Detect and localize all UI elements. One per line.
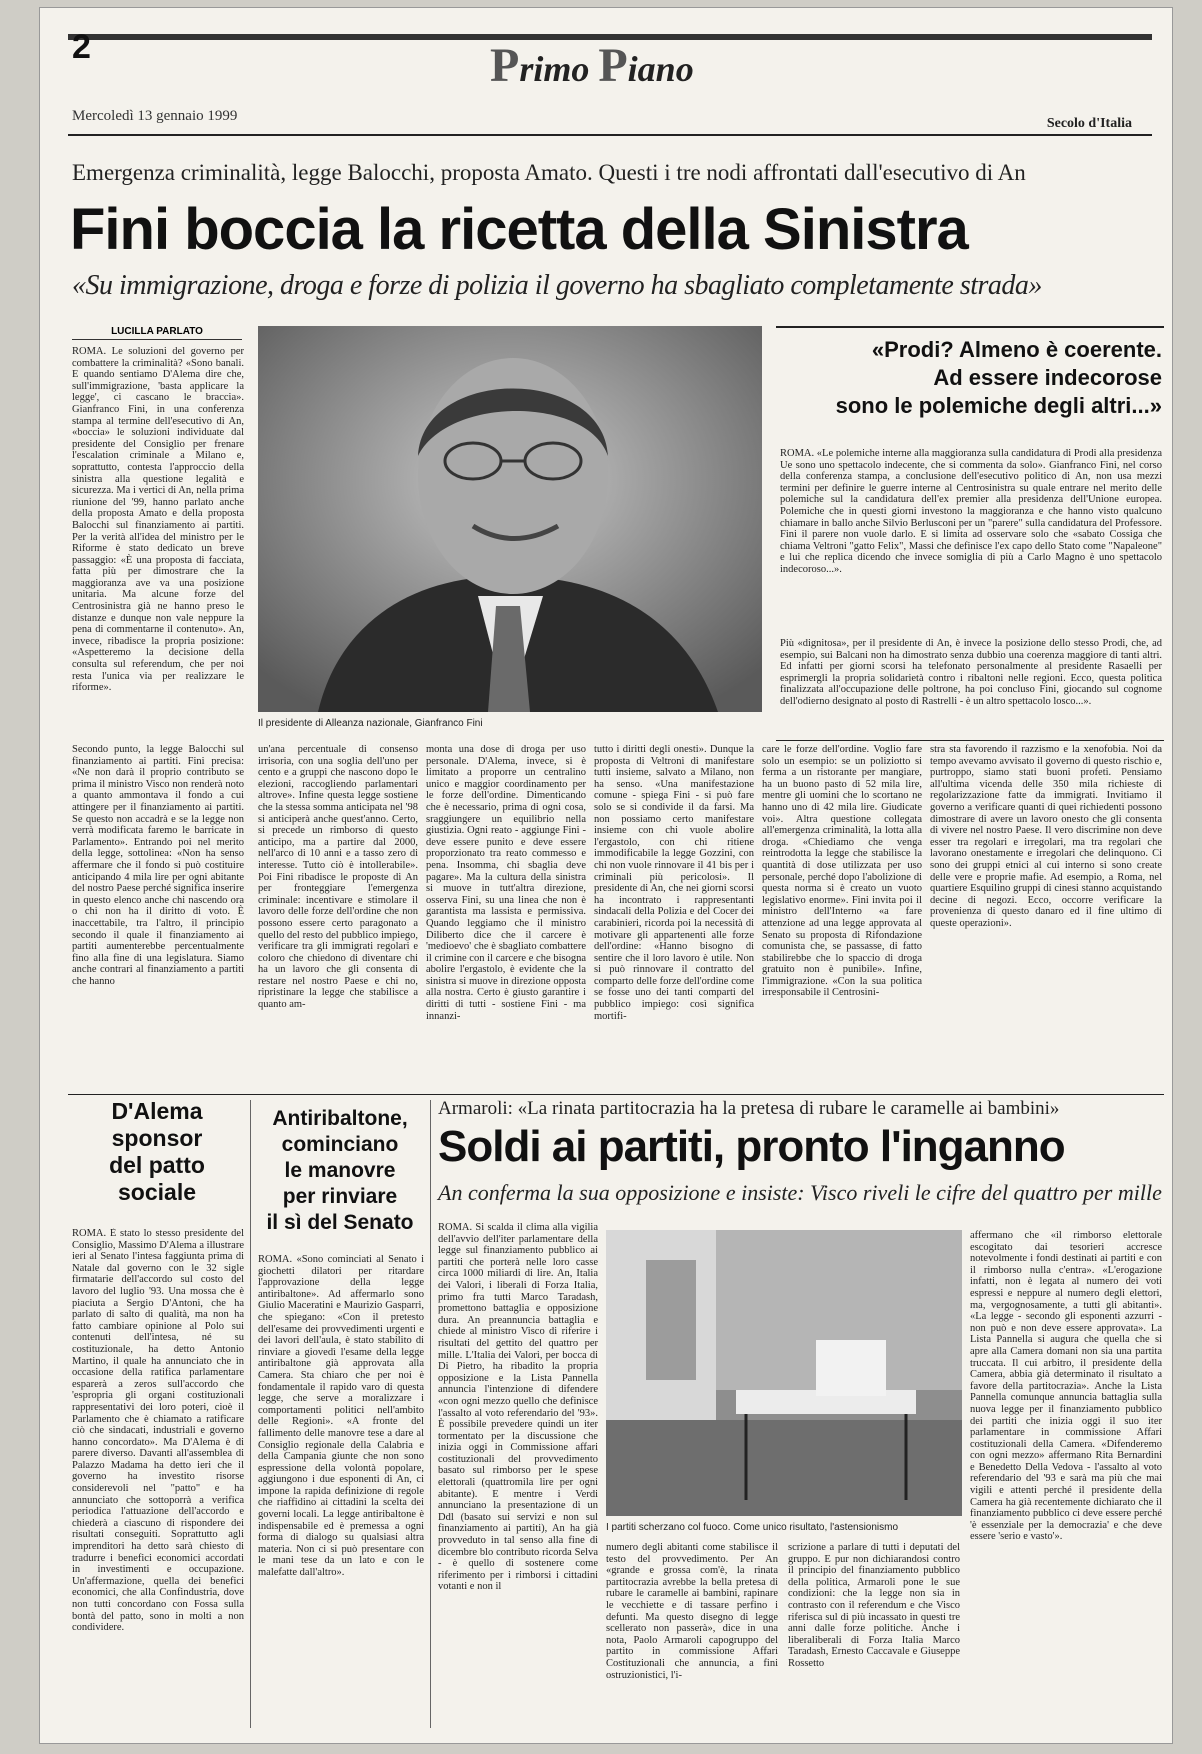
- lead-kicker: Emergenza criminalità, legge Balocchi, proposta Amato. Questi i tre nodi affrontati dall'esecutivo di An: [72, 160, 1026, 185]
- paper-name: Secolo d'Italia: [1046, 116, 1132, 131]
- prodi-box-headline: [780, 336, 1162, 420]
- column-rule-1: [250, 1100, 251, 1728]
- page-number: 2: [72, 28, 91, 66]
- antiribaltone-headline-line-3: le manovre: [284, 1159, 396, 1182]
- antiribaltone-headline-line-4: per rinviare: [282, 1185, 398, 1208]
- dalema-headline-line-1: D'Alema: [111, 1098, 203, 1124]
- lead-headline: Fini boccia la ricetta della Sinistra: [70, 197, 968, 262]
- armaroli-column-2: numero degli abitanti come stabilisce il testo del provvedimento. Per An «grande e grossa com'è, la rinata partitocrazia avrebbe la bella pretesa di rubare le caramelle ai bambini, rapinare le vecchiette e di tassare perfino i defunti. Ma questo disegno di legge scellerato non passerà», dice in una nota, Paolo Armaroli capogruppo del partito in commissione Affari Costituzionali che annuncia, a fini ostruzionistici, l'i-: [606, 1542, 778, 1681]
- polling-station-image: [606, 1230, 962, 1516]
- armaroli-subheadline: An conferma la sua opposizione e insiste: Visco riveli le cifre del quattro per mille: [438, 1180, 1162, 1205]
- antiribaltone-text: ROMA. «Sono cominciati al Senato i giochetti dilatori per ritardare l'approvazione della legge antiribaltone». Ad affermarlo sono Giulio Maceratini e Maurizio Gasparri, che spiegano: «Con il pretesto dell'esame dei provvedimenti urgenti e dei lavori dell'aula, è stato stabilito di rinviare a giovedì l'esame della legge antiribaltone già approvata alla Camera. Sta chiaro che per noi è fondamentale il rapido varo di questa legge, che serve a moralizzare i comportamenti politici nell'ambito delle Regioni». «A fronte del fallimento delle manovre tese a dare al Consiglio regionale della Calabria e della Campania giunte che non sono espressione della volontà popolare, aggiungono i due esponenti di An, ci impone la rapida definizione di regole che riaffidino ai cittadini la scelta dei governi locali. La legge antiribaltone è indispensabile ed è premessa a ogni forma di dialogo su qualsiasi altra materia. Non ci si può presentare con le mani tese da un lato e con le malefatte dall'altro».: [258, 1254, 424, 1579]
- issue-date: Mercoledì 13 gennaio 1999: [72, 108, 238, 124]
- section-divider: [68, 1094, 1164, 1095]
- dalema-headline-line-4: sociale: [118, 1179, 196, 1205]
- fini-photo: [258, 326, 762, 712]
- prodi-box-bottom-rule: [776, 740, 1164, 741]
- armaroli-column-4: affermano che «il rimborso elettorale escogitato dai tesorieri accresce notevolmente i fondi destinati ai partiti e con il rimborso nulla c'entra». «L'erogazione infatti, non è legata al numero dei voti espressi e neppure al numero degli elettori, ma, vergognosamente, a tutti gli abitanti». «La legge - secondo gli esponenti azzurri - non può e non deve essere approvata». La Lista Pannella si augura che quella che si apre alla Camera domani non sia una partita truccata. Il cui arbitro, il presidente della Camera, abbia già determinato il risultato a favore della partitocrazia». Anche la Lista Pannella comunque annuncia battaglia sulla nuova legge per il finanziamento pubblico dei partiti che inizia oggi il suo iter parlamentare in commissione Affari costituzionali della Camera. «Difenderemo con ogni mezzo» affermano Rita Bernardini e Benedetto Della Vedova - l'assalto al voto referendario del '93 e sarà ma più che mai vigili e attenti perché il presidente della Camera ha già recentemente dichiarato che il finanziamento pubblico ci deve essere perché 'è essenziale per la democrazia' e che deve essere 'serio e vasto'».: [970, 1230, 1162, 1543]
- prodi-headline-line-1: «Prodi? Almeno è coerente.: [871, 337, 1162, 362]
- ballot-photo-caption: I partiti scherzano col fuoco. Come unico risultato, l'astensionismo: [606, 1522, 899, 1533]
- portrait-image: [258, 326, 762, 712]
- dalema-headline-line-2: sponsor: [111, 1125, 203, 1151]
- lead-column-1: ROMA. Le soluzioni del governo per combattere la criminalità? «Sono banali. E quando sentiamo D'Alema dire che, sull'immigrazione, 'basta applicare la legge', ci cascano le braccia». Gianfranco Fini, in una conferenza stampa al termine dell'esecutivo di An, «boccia» le soluzioni individuate dal presidente del Consiglio per frenare l'escalation criminale a Milano e, soprattutto, contesta l'approccio della sinistra alla questione legalità e sicurezza. Ma i vertici di An, nella prima riunione del '99, hanno parlato anche della proposta Amato e della proposta Balocchi sul finanziamento ai partiti. Per la verità all'idea del ministro per le Riforme è stato dedicato un breve passaggio: «È una proposta di facciata, fatta più per dimostrare che la maggioranza ave va una posizione unitaria. Ma alcune forze del Centrosinistra già ne hanno preso le distanze e dunque non vale neppure la pena di commentarne il contenuto». An, invece, ribadisce la propria posizione: «Aspetteremo la decisione della consulta sul referendum, che per noi resta l'unica via per realizzare le riforme».: [72, 346, 244, 694]
- prodi-headline-line-3: sono le polemiche degli altri...»: [835, 393, 1162, 418]
- section-title: [490, 38, 694, 93]
- antiribaltone-headline-line-2: cominciano: [281, 1133, 399, 1156]
- armaroli-kicker: Armaroli: «La rinata partitocrazia ha la pretesa di rubare le caramelle ai bambini»: [438, 1098, 1060, 1119]
- antiribaltone-headline-line-5: il sì del Senato: [266, 1211, 414, 1234]
- section-title-word1: rimo: [519, 49, 599, 89]
- dalema-text: ROMA. È stato lo stesso presidente del Consiglio, Massimo D'Alema a illustrare ieri al Senato l'intesa faggiunta prima di Natale dal governo con le 32 sigle firmatarie dell'accordo sul costo del lavoro del luglio '93. Una mossa che è piaciuta a Sergio D'Antoni, che ha parlato di salto di qualità, ma non ha fatto cambiare opinione al Polo sui contenuti dell'intesa, né su costituzionale, ha detto Antonio Martino, il quale ha annunciato che in occasione della ratifica parlamentare esparerà a zeros sull'accordo che 'espropria gli organi costituzionali rappresentativi dei loro poteri, cioè il Parlamento che è chiamato a ratificare ciò che sindacati, industriali e governo hanno concordato». Ma D'Alema è di parere diverso. Davanti all'assemblea di Palazzo Madama ha detto ieri che il governo ha investito risorse considerevoli nel "patto" e ha annunciato che sottoporrà a verifica periodica l'attuazione dell'accordo e chiederà a ciascuno di rispondere dei risultati conseguiti. Soprattutto agli imprenditori ha detto sarà chiesto di tradurre i benefici economici accordati in investimenti e occupazione. Un'affermazione, quella dei benefici economici, che alla Confindustria, dove non tutti concordano con Fossa sulla bontà del patto, sono in molti a non condividere.: [72, 1228, 244, 1634]
- column-rule-2: [430, 1100, 431, 1728]
- section-title-word2: iano: [627, 49, 694, 89]
- armaroli-column-1: ROMA. Si scalda il clima alla vigilia dell'avvio dell'iter parlamentare della legge sul finanziamento pubblico ai partiti che porterà nelle loro casse circa 1000 miliardi di lire. An, Italia dei Valori, i liberali di Forza Italia, primo fra tutti Marco Taradash, promettono battaglia e opposizione dura. An preannuncia battaglia e chiede al ministro Visco di riferire i risultati del gettito del quattro per mille. L'Italia dei Valori, per bocca di Di Pietro, ha ribadito la propria opposizione e la Lista Pannella annuncia l'intenzione di difendere «con ogni mezzo quello che definisce l'assalto al voto referendario del '93». È possibile prevedere quindi un iter tormentato per la discussione che inizia oggi in Commissione affari costituzionali del provvedimento basato sul rimborso per le spese elettorali (quattromila lire per ogni abitante). E mentre i Verdi annunciano la presentazione di un Ddl (basato sui servizi e non sul finanziamento ai partiti), An ha già provveduto in tal senso alla fine di dicembre blo contributo ricorda Selva - è quello di sostenere come riferimento per i rimborsi i cittadini votanti e non il: [438, 1222, 598, 1593]
- lead-column-6: stra sta favorendo il razzismo e la xenofobia. Noi da tempo avevamo avvisato il governo di questo rischio e, purtroppo, siamo stati buoni profeti. Pensiamo all'ultima vicenda delle 350 mila richieste di regolarizzazione fatte da immigrati. Invitiamo il governo a verificare quanti di quei richiedenti possono dimostrare di avere un lavoro onesto che gli consenta di vivere nel nostro Paese. Il vero discrimine non deve esser tra regolari e irregolari, ma tra regolari che lavorano onestamente e irregolari che delinquono. Ci sono dei gruppi etnici al cui interno si sono create delle vere e proprie mafie. Ad esempio, a Roma, nel quartiere Esquilino gruppi di cinesi stanno acquistando decine di negozi. Ecco, occorre verificare la provenienza di questo danaro ed il fine ultimo di queste operazioni».: [930, 744, 1162, 929]
- lead-column-1b: Secondo punto, la legge Balocchi sul finanziamento ai partiti. Fini precisa: «Ne non darà il proprio contributo se prima il ministro Visco non renderà noto a quanto ammontava il fondo a cui attingere per il finanziamento ai partiti. Se questo non accadrà e se la legge non verrà modificata faremo le barricate in Parlamento». Entrando poi nel merito della legge, sottolinea: «Non ha senso affermare che il fondo si può costituire anticipando 4 mila lire per ogni abitante del nostro Paese perché significa inserire in questo elenco anche chi nascendo ora o chi non ha il diritto di voto. È inaccettabile, tra l'altro, il principio secondo il quale il finanziamento ai partiti aumenterebbe percentualmente fino alla fine di una legislatura. Siamo anche contrari al finanziamento a partiti che hanno: [72, 744, 244, 987]
- prodi-box-text-2: Più «dignitosa», per il presidente di An, è invece la posizione dello stesso Prodi, che, ad esempio, sui Balcani non ha dimostrato senza dubbio una coerenza maggiore di tanti altri. Ed infatti per giorni scorsi ha telefonato personalmente al presidente Rasaelli per esprimergli la propria solidarietà contro i ribaltoni nelle regioni. Ecco, questa politica finalizzata all'occupazione delle poltrone, ha poi concluso Fini, giocando sul cognome dell'odierno designato al posto di Rastrelli - è un altro spettacolo losco...».: [780, 638, 1162, 707]
- armaroli-headline: Soldi ai partiti, pronto l'inganno: [438, 1122, 1065, 1171]
- dalema-headline-line-3: del patto: [109, 1152, 205, 1178]
- section-title-initial: P: [490, 39, 520, 92]
- lead-subheadline: «Su immigrazione, droga e forze di polizia il governo ha sbagliato completamente strada»: [72, 270, 1042, 301]
- dalema-headline: [72, 1098, 242, 1206]
- newspaper-page: [40, 8, 1172, 1743]
- fini-photo-caption: Il presidente di Alleanza nazionale, Gianfranco Fini: [258, 718, 483, 729]
- lead-column-4: tutto i diritti degli onesti». Dunque la proposta di Veltroni di manifestare tutti insieme, salvato a Milano, non ha senso. «Una manifestazione comune - spiega Fini - si può fare solo se si condivide il da farsi. Ma non possiamo certo manifestare insieme con chi vuole abolire l'ergastolo, con chi ritiene immodificabile la legge Gozzini, con chi non vuole rinnovare il 41 bis per i criminali più pericolosi». Il presidente di An, che nei giorni scorsi ha incontrato i rappresentanti sindacali della Polizia e del Cocer dei carabinieri, ricorda poi la necessità di motivare gli appartenenti alle forze dell'ordine: «Hanno bisogno di sentire che il loro lavoro è utile. Non si può rinnovare il contratto del comparto delle forze dell'ordine come se fosse uno dei tanti comparti del pubblico impiego: così significa mortifi-: [594, 744, 754, 1022]
- lead-column-2: un'ana percentuale di consenso irrisoria, con una soglia dell'uno per cento e a gruppi che nascono dopo le elezioni, raccogliendo parlamentari altrove». Infine questa legge sostiene che la stessa somma anticipata nel '98 si anticiperà anche quest'anno. Certo, si precede un rimborso di questo anticipo, ma a partire dal 2000, nell'arco di 10 anni e a tasso zero di interesse. Tutto ciò è intollerabile». Poi Fini ribadisce le proposte di An per fronteggiare l'emergenza criminale: incentivare e stimolare il lavoro delle forze dell'ordine che non possono essere certo paragonato a quello del resto del pubblico impiego, verificare tra gli immigrati regolari e coloro che chiedono di diventare chi ha un lavoro che gli consenta di restare nel nostro Paese e chi no, ripristinare la legge che stabilisce a quanto am-: [258, 744, 418, 1011]
- lead-byline: LUCILLA PARLATO: [72, 326, 242, 340]
- prodi-box-rule: [776, 326, 1164, 328]
- antiribaltone-headline: [256, 1106, 424, 1236]
- section-title-initial2: P: [598, 39, 628, 92]
- lead-column-3: monta una dose di droga per uso personale. D'Alema, invece, si è limitato a proporre un centralino unico e maggior coordinamento per le forze dell'ordine. Dimenticando che è necessario, prima di ogni cosa, sraggiungere un equilibrio nella giustizia. Ogni reato - aggiunge Fini - deve essere punito e deve essere proporzionato tra reato commesso e pena. Insomma, chi sbaglia deve pagare». Ma la cultura della sinistra si muove in tutt'altra direzione, osserva Fini, su una linea che non è garantista ma lassista e permissiva. Quando leggiamo che il ministro Diliberto dice che il carcere è 'medioevo' che è sbagliato combattere il crimine con il carcere e che bisogna abolire l'ergastolo, è evidente che la sinistra si muove in direzione opposta alla nostra. Certo è giusto garantire i diritti di tutti - sostiene Fini - ma innanzi-: [426, 744, 586, 1022]
- masthead-rule: [68, 134, 1152, 136]
- ballot-photo: [606, 1230, 962, 1516]
- lead-column-5: care le forze dell'ordine. Voglio fare solo un esempio: se un poliziotto si ferma a un ristorante per mangiare, ha un buono pasto di 52 mila lire, mentre gli uomini che lo scortano ne hanno uno di 42 mila lire. Giudicate voi». Altra questione collegata all'emergenza criminalità, la lotta alla droga. «Chiediamo che venga reintrodotta la legge che stabilisce la quantità di dose utilizzata per uso personale, perché dopo l'abolizione di questa norma si è creato un vuoto legislativo enorme». Fini invita poi il ministro dell'Interno «a fare attenzione ad una legge approvata al Senato su proposta di Rifondazione comunista che, se passasse, di fatto stabilirebbe che lo spaccio di droga gratuito non è punibile». Infine, l'immigrazione. «Con la sua politica irresponsabile il Centrosini-: [762, 744, 922, 999]
- antiribaltone-headline-line-1: Antiribaltone,: [272, 1107, 408, 1130]
- prodi-headline-line-2: Ad essere indecorose: [933, 365, 1162, 390]
- armaroli-column-3: scrizione a parlare di tutti i deputati del gruppo. E pur non dichiarandosi contro il principio del finanziamento pubblico della politica, Armaroli pone le sue condizioni: che la legge non sia in contrasto con il referendum e che Visco riferisca sul di più incassato in questi tre anni dalle forze politiche. Anche i liberaliberali di Forza Italia Marco Taradash, Ernesto Caccavale e Giuseppe Rossetto: [788, 1542, 960, 1669]
- prodi-box-text-1: ROMA. «Le polemiche interne alla maggioranza sulla candidatura di Prodi alla presidenza Ue sono uno spettacolo indecente, che si commenta da solo». Gianfranco Fini, nel corso della conferenza stampa, a conclusione dell'esecutivo politico di An, non usa mezzi termini per definire le guerre interne al Centrosinistra su quale entrare nel merito delle polemiche sul la candidatura dell'ex premier alla presidenza dell'Unione europea. Polemiche che in questi giorni investono la maggioranza e che hanno visto qualcuno chiamare in ballo anche Silvio Berlusconi per un "parere" sulla candidatura del Professore. Fini il parere non vuole darlo. E si limita ad osservare solo che «sabato Cossiga che chiama Veltroni "gatto Felix", Massi che definisce l'ex capo dello Stato come "Napaleone" e lui che replica dicendo che invece somiglia di più a Carlo Magno è uno spettacolo indecoroso...».: [780, 448, 1162, 575]
